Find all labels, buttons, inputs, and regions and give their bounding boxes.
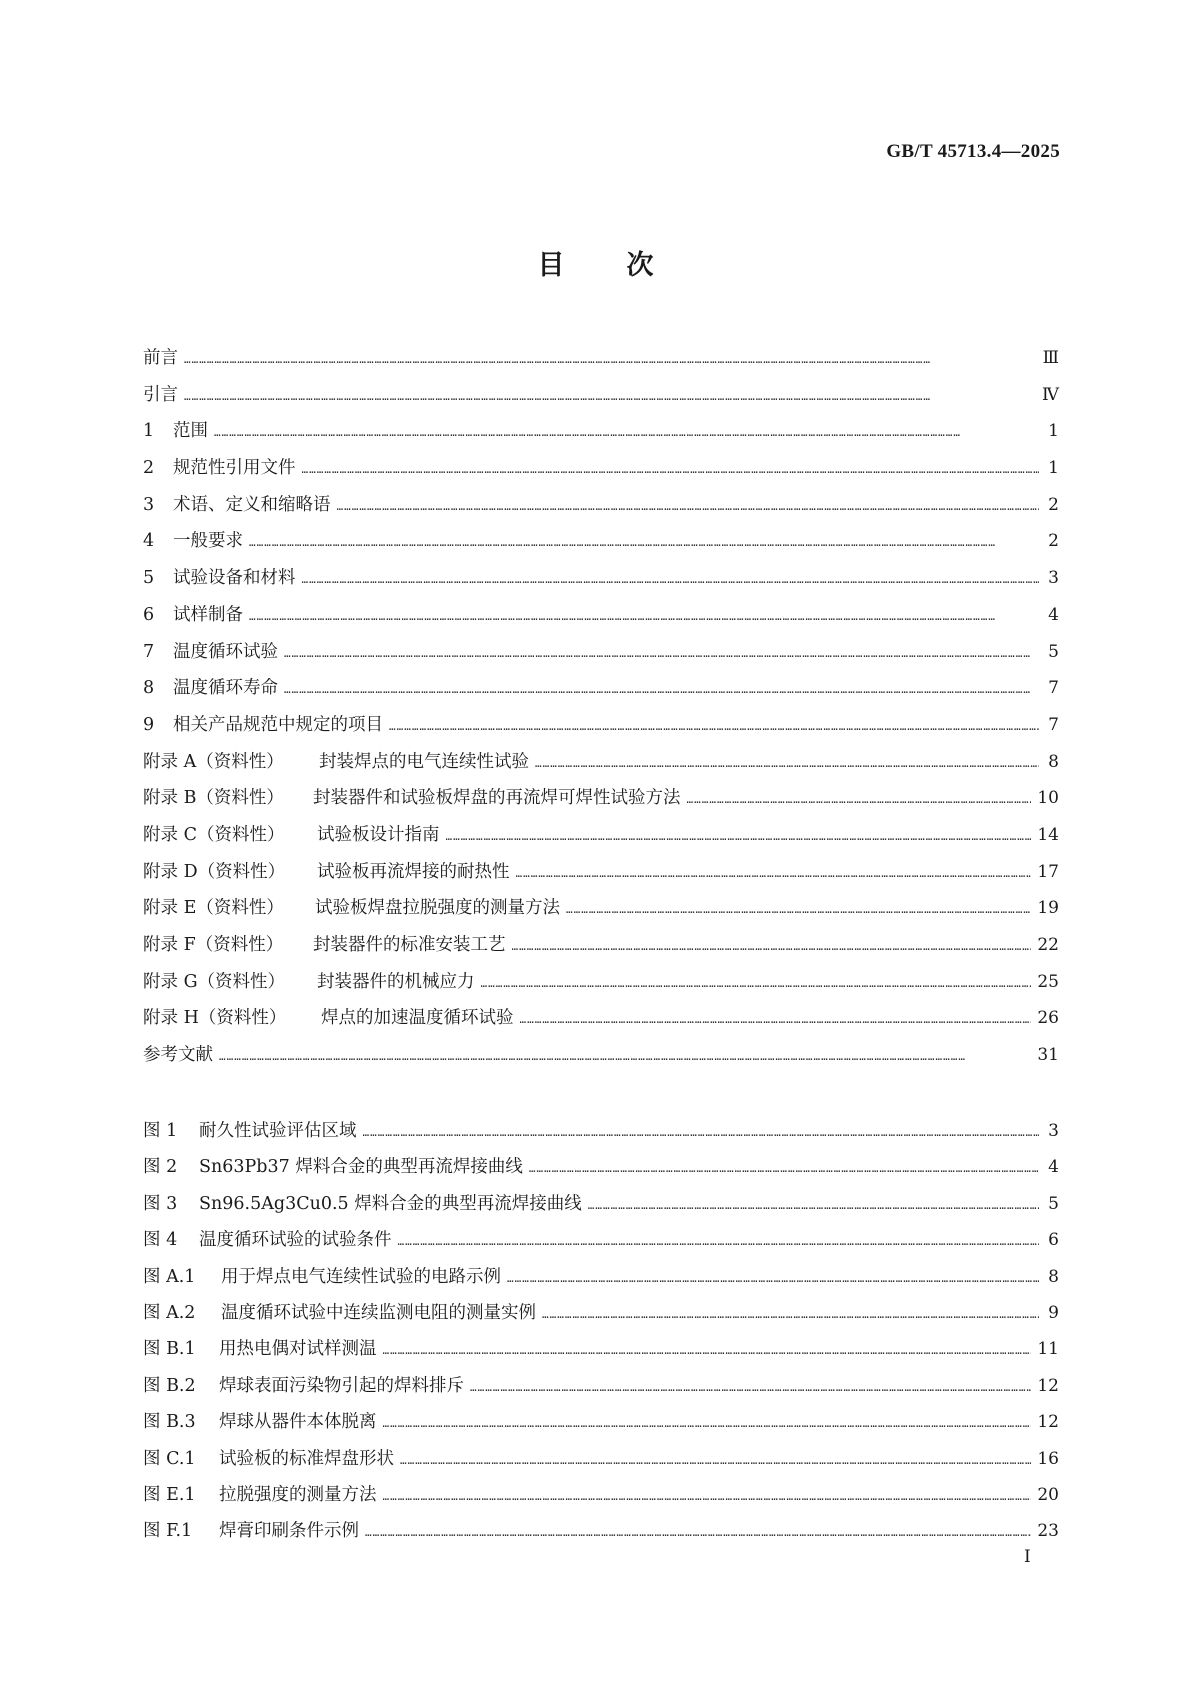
dot-leader: [687, 782, 1032, 819]
toc-entry-title: 相关产品规范中规定的项目: [173, 714, 383, 735]
toc-entry[interactable]: [143, 964, 1059, 1001]
figure-title: 试验板的标准焊盘形状: [219, 1448, 394, 1469]
toc-entry-page: 7: [1048, 678, 1059, 699]
dot-leader: [284, 672, 1039, 709]
toc-entry-title: 试验板焊盘拉脱强度的测量方法: [315, 898, 560, 919]
dot-leader: [337, 489, 1040, 526]
figure-entry[interactable]: [143, 1404, 1059, 1440]
toc-entry-title: 规范性引用文件: [173, 458, 296, 479]
dot-leader: [400, 1443, 1031, 1479]
toc-entry[interactable]: [143, 670, 1059, 707]
dot-leader: [529, 1151, 1039, 1187]
toc-entry-number: 附录 C（资料性）: [143, 824, 285, 845]
toc-entry-page: Ⅳ: [1042, 384, 1059, 405]
dot-leader: [249, 525, 1039, 562]
figure-title: 拉脱强度的测量方法: [219, 1484, 377, 1505]
toc-entry-number: 3: [143, 494, 155, 515]
toc-entry-number: 8: [143, 678, 155, 699]
figure-entry[interactable]: [143, 1113, 1059, 1149]
toc-entry-number: 9: [143, 714, 155, 735]
toc-entry-page: 4: [1048, 604, 1059, 625]
toc-entry-number: 附录 G（资料性）: [143, 971, 286, 992]
toc-entry-page: 14: [1037, 824, 1059, 845]
figure-page: 16: [1037, 1448, 1059, 1469]
toc-entry-number: 附录 H（资料性）: [143, 1008, 287, 1029]
figure-title: 焊球从器件本体脱离: [219, 1412, 377, 1433]
toc-entry-title: 封装器件的标准安装工艺: [313, 935, 506, 955]
toc-entry-title: 温度循环寿命: [173, 678, 278, 699]
figure-number: 图 B.3: [143, 1412, 196, 1433]
figure-number: 图 A.2: [143, 1302, 196, 1323]
dot-leader: [383, 1333, 1032, 1369]
toc-entry-number: 附录 E（资料性）: [143, 898, 284, 919]
toc-entry-title: 焊点的加速温度循环试验: [321, 1008, 514, 1029]
toc-title: [0, 243, 1191, 282]
toc-entry[interactable]: [143, 817, 1059, 854]
toc-entry-page: 7: [1048, 714, 1059, 735]
toc-entry-page: 1: [1048, 458, 1059, 479]
toc-entry-number: 附录 D（资料性）: [143, 861, 286, 882]
toc-entry-title: 参考文献: [143, 1045, 213, 1066]
toc-entry[interactable]: [143, 890, 1059, 927]
figure-entry[interactable]: [143, 1222, 1059, 1258]
toc-entry[interactable]: [143, 377, 1059, 414]
toc-entry-page: Ⅲ: [1042, 348, 1059, 368]
toc-entry-number: 2: [143, 458, 155, 479]
figure-number: 图 4: [143, 1230, 178, 1251]
figure-entry[interactable]: [143, 1331, 1059, 1367]
figure-entry[interactable]: [143, 1186, 1059, 1222]
dot-leader: [516, 856, 1032, 893]
toc-entry[interactable]: [143, 340, 1059, 377]
toc-entry-number: 附录 F（资料性）: [143, 935, 284, 955]
toc-entry-page: 5: [1048, 641, 1059, 662]
figure-page: 12: [1037, 1412, 1059, 1433]
toc-entry-page: 2: [1048, 531, 1059, 552]
figure-page: 11: [1037, 1339, 1059, 1360]
toc-entry[interactable]: [143, 413, 1059, 450]
toc-entry[interactable]: [143, 523, 1059, 560]
toc-entry-number: 1: [143, 421, 155, 442]
figure-title: 焊球表面污染物引起的焊料排斥: [219, 1375, 464, 1396]
dot-leader: [383, 1479, 1032, 1515]
toc-entry-title: 术语、定义和缩略语: [173, 494, 331, 515]
toc-entry-number: 附录 B（资料性）: [143, 788, 284, 809]
toc-entry-page: 3: [1048, 568, 1059, 589]
dot-leader: [520, 1002, 1032, 1039]
toc-entry[interactable]: [143, 780, 1059, 817]
toc-entry-title: 封装器件和试验板焊盘的再流焊可焊性试验方法: [313, 788, 681, 809]
page-folio: I: [1024, 1547, 1031, 1567]
toc-entry[interactable]: [143, 707, 1059, 744]
toc-entry-number: 7: [143, 641, 155, 662]
toc-entry[interactable]: [143, 597, 1059, 634]
figure-page: 4: [1048, 1157, 1059, 1178]
figure-title: 焊膏印刷条件示例: [219, 1521, 359, 1542]
toc-entry-title: 前言: [143, 348, 178, 368]
figure-page: 20: [1037, 1484, 1059, 1505]
toc-entry-page: 19: [1037, 898, 1059, 919]
toc-entry-title: 一般要求: [173, 531, 243, 552]
dot-leader: [363, 1115, 1040, 1151]
dot-leader: [365, 1515, 1031, 1551]
dot-leader: [184, 379, 1036, 416]
dot-leader: [214, 415, 1039, 452]
toc-entry[interactable]: [143, 487, 1059, 524]
toc-title-char-2: 次: [626, 250, 654, 281]
figure-number: 图 1: [143, 1121, 178, 1141]
dot-leader: [566, 892, 1031, 929]
toc-entry[interactable]: [143, 744, 1059, 781]
dot-leader: [470, 1370, 1031, 1406]
toc-entry-title: 试验板设计指南: [317, 824, 440, 845]
figure-number: 图 F.1: [143, 1521, 193, 1542]
toc-entry-title: 温度循环试验: [173, 641, 278, 662]
toc-entry-page: 2: [1048, 494, 1059, 515]
dot-leader: [588, 1188, 1039, 1224]
dot-leader: [389, 709, 1039, 746]
toc-entry-title: 引言: [143, 384, 178, 405]
figure-title: 用热电偶对试样测温: [219, 1339, 377, 1360]
figure-number: 图 E.1: [143, 1484, 196, 1505]
toc-title-char-1: 目: [537, 250, 565, 281]
figure-title: Sn96.5Ag3Cu0.5 焊料合金的典型再流焊接曲线: [199, 1193, 582, 1214]
dot-leader: [535, 746, 1039, 783]
dot-leader: [512, 929, 1032, 966]
dot-leader: [446, 819, 1032, 856]
dot-leader: [481, 966, 1032, 1003]
dot-leader: [383, 1406, 1032, 1442]
toc-entry-title: 试验设备和材料: [173, 568, 296, 589]
figure-number: 图 2: [143, 1157, 178, 1178]
toc-figure-list: [143, 1113, 1059, 1550]
figure-entry[interactable]: [143, 1259, 1059, 1295]
toc-entry-page: 10: [1037, 788, 1059, 809]
figure-number: 图 C.1: [143, 1448, 196, 1469]
figure-title: 耐久性试验评估区域: [199, 1121, 357, 1141]
figure-title: 温度循环试验中连续监测电阻的测量实例: [221, 1302, 536, 1323]
toc-entry-title: 封装器件的机械应力: [317, 971, 475, 992]
dot-leader: [507, 1261, 1039, 1297]
figure-entry[interactable]: [143, 1513, 1059, 1549]
dot-leader: [302, 452, 1040, 489]
figure-page: 3: [1048, 1121, 1059, 1141]
toc-entry-page: 26: [1037, 1008, 1059, 1029]
toc-main-list: [143, 340, 1059, 1074]
figure-entry[interactable]: [143, 1295, 1059, 1331]
dot-leader: [249, 599, 1039, 636]
figure-page: 12: [1037, 1375, 1059, 1396]
figure-number: 图 A.1: [143, 1266, 196, 1287]
toc-entry-page: 22: [1037, 935, 1059, 955]
toc-entry[interactable]: [143, 1000, 1059, 1037]
toc-entry-page: 1: [1048, 421, 1059, 442]
figure-entry[interactable]: [143, 1477, 1059, 1513]
toc-entry-number: 6: [143, 604, 155, 625]
figure-page: 5: [1048, 1193, 1059, 1214]
toc-entry[interactable]: [143, 927, 1059, 964]
toc-entry-number: 4: [143, 531, 155, 552]
figure-page: 23: [1037, 1521, 1059, 1542]
toc-entry-page: 17: [1037, 861, 1059, 882]
toc-entry[interactable]: [143, 560, 1059, 597]
toc-entry-number: 5: [143, 568, 155, 589]
figure-title: 温度循环试验的试验条件: [199, 1230, 392, 1251]
figure-title: 用于焊点电气连续性试验的电路示例: [221, 1266, 501, 1287]
toc-entry-number: 附录 A（资料性）: [143, 751, 284, 772]
toc-entry-page: 8: [1048, 751, 1059, 772]
toc-entry-title: 封装焊点的电气连续性试验: [319, 751, 529, 772]
figure-entry[interactable]: [143, 1368, 1059, 1404]
toc-entry[interactable]: [143, 854, 1059, 891]
standard-code: GB/T 45713.4—2025: [886, 141, 1060, 162]
figure-number: 图 B.2: [143, 1375, 196, 1396]
figure-title: Sn63Pb37 焊料合金的典型再流焊接曲线: [199, 1157, 523, 1178]
dot-leader: [302, 562, 1040, 599]
figure-entry[interactable]: [143, 1441, 1059, 1477]
toc-entry-title: 试样制备: [173, 604, 243, 625]
dot-leader: [398, 1224, 1040, 1260]
dot-leader: [184, 342, 1037, 379]
figure-number: 图 3: [143, 1193, 178, 1214]
figure-page: 8: [1048, 1266, 1059, 1287]
figure-page: 9: [1048, 1302, 1059, 1323]
toc-entry-title: 试验板再流焊接的耐热性: [317, 861, 510, 882]
toc-entry-title: 范围: [173, 421, 208, 442]
figure-page: 6: [1048, 1230, 1059, 1251]
toc-entry[interactable]: [143, 634, 1059, 671]
dot-leader: [542, 1297, 1039, 1333]
dot-leader: [219, 1039, 1031, 1076]
toc-entry[interactable]: [143, 1037, 1059, 1074]
toc-entry-page: 31: [1037, 1045, 1059, 1066]
toc-entry-page: 25: [1037, 971, 1059, 992]
toc-entry[interactable]: [143, 450, 1059, 487]
figure-entry[interactable]: [143, 1149, 1059, 1185]
figure-number: 图 B.1: [143, 1339, 196, 1360]
dot-leader: [284, 636, 1039, 673]
